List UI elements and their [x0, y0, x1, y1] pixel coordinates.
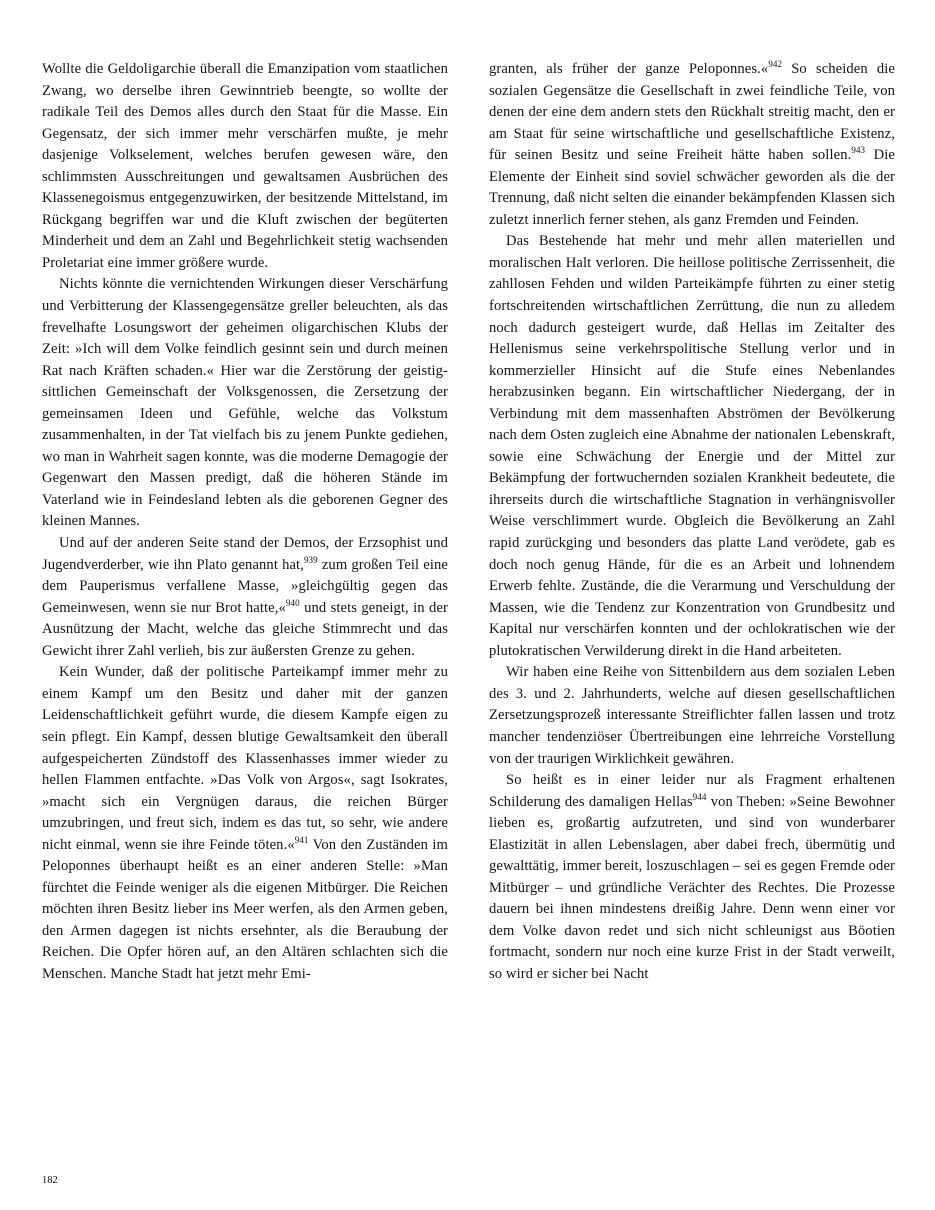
text-run: zum großen Teil eine dem Pauperismus verfallene Masse, »gleichgültig gegen das Gemeinwesen, wenn sie nur Brot hatte,«	[42, 556, 448, 616]
text-run: Von den Zuständen im Peloponnes überhaupt heißt es an einer anderen Stelle: »Man fürchtet die Feinde weniger als die eigenen Mitbürger. Die Reichen möchten ihren Besitz lieber ins Meer werfen, als den Armen geben, den Armen dagegen ist nichts ersehnter, als die Beraubung der Reichen. Die Opfer hören auf, an den Altären schlachten sich die Menschen. Manche Stadt hat jetzt mehr Emi-	[42, 836, 448, 982]
text-run: granten, als früher der ganze Peloponnes.«	[489, 61, 769, 77]
text-run: und stets geneigt, in der Ausnützung der Macht, welche das gleiche Stimmrecht und das Gewicht ihrer Zahl verlieh, bis zur äußersten Grenze zu gehen.	[42, 599, 448, 659]
footnote-ref: 942	[768, 59, 783, 70]
page-content	[42, 59, 895, 986]
footnote-ref: 943	[851, 145, 866, 156]
text-run: So heißt es in einer leider nur als Fragment erhaltenen Schilderung des damaligen Hellas	[489, 772, 895, 810]
text-run: Kein Wunder, daß der politische Parteikampf immer mehr zu einem Kampf um den Besitz und daher mit der ganzen Leidenschaftlichkeit geführt wurde, die diesem Kampfe eigen zu sein pflegt. Ein Kampf, dessen blutige Gewaltsamkeit den überall aufgespeicherten Zündstoff des Klassenhasses immer wieder zu hellen Flammen entfachte. »Das Volk von Argos«, sagt Isokrates, »macht sich ein Vergnügen daraus, die reichen Bürger umzubringen, und freut sich, indem es das tut, so sehr, wie andere nicht einmal, wenn sie ihre Feinde töten.«	[42, 664, 448, 853]
paragraph	[42, 59, 448, 274]
paragraph	[489, 770, 895, 985]
text-run: Und auf der anderen Seite stand der Demos, der Erzsophist und Jugendverderber, wie ihn Plato genannt hat,	[42, 535, 448, 573]
text-run: von Theben: »Seine Bewohner lieben es, großartig aufzutreten, und sind von wunderbarer Elastizität in allen Lebenslagen, aber dabei frech, übermütig und gewalttätig, immer bereit, loszuschlagen – sei es gegen Fremde oder Mitbürger – und gründliche Verächter des Rechtes. Die Prozesse dauern bei ihnen mindestens dreißig Jahre. Denn wenn einer vor dem Volke davon redet und sich nicht schleunigst aus Böotien fortmacht, sondern nur noch eine kurze Frist in der Stadt verweilt, so wird er sicher bei Nacht	[489, 793, 895, 982]
text-run: Das Bestehende hat mehr und mehr allen materiellen und moralischen Halt verloren. Die heillose politische Zerrissenheit, die zahllosen Fehden und wilden Parteikämpfe führten zu einer stetig fortschreitenden wirtschaftlichen Zerrüttung, die nun zu alledem noch dadurch gesteigert wurde, daß Hellas im Zeitalter des Hellenismus seine verkehrspolitische Stellung verlor und in kommerzieller Hinsicht auf die Stufe eines Nebenlandes herabzusinken begann. Ein wirtschaftlicher Niedergang, der in Verbindung mit dem massenhaften Abströmen der Bevölkerung nach dem Osten zugleich eine Abnahme der nationalen Lebenskraft, sowie eine Schwächung der Energie und der Mittel zur Bekämpfung der fortwuchernden sozialen Krankheit bedeutete, die ihrerseits durch die wirtschaftliche Stagnation in verhängnisvoller Weise verschlimmert wurde. Obgleich die Bevölkerung an Zahl rapid zurückging und besonders das platte Land verödete, gab es doch noch genug Hände, für die es an Arbeit und lohnendem Erwerb fehlte. Zustände, die die Verarmung und Verschuldung der Massen, wie die Tendenz zur Konzentration von Grundbesitz und Kapital nur verschärfen konnten und der ochlokratischen wie der plutokratischen Verwilderung direkt in die Hand arbeiteten.	[489, 233, 895, 659]
text-run: Wollte die Geldoligarchie überall die Emanzipation vom staatlichen Zwang, wo derselbe ihren Gewinntrieb beengte, so wollte der radikale Teil des Demos alles durch den Staat für die Masse. Ein Gegensatz, der sich immer mehr verschärfen mußte, je mehr dasjenige Volkselement, welches berufen gewesen wäre, den schlimmsten Ausschreitungen und gewaltsamen Ausbrüchen des Klassenegoismus entgegenzuwirken, der besitzende Mittelstand, im Rückgang begriffen war und die Kluft zwischen der begüterten Minderheit und dem an Zahl und Begehrlichkeit stetig wachsenden Proletariat eine immer größere wurde.	[42, 61, 448, 271]
paragraph	[42, 662, 448, 985]
paragraph	[42, 533, 448, 662]
paragraph	[42, 274, 448, 533]
text-run: Nichts könnte die vernichtenden Wirkungen dieser Verschärfung und Verbitterung der Klassengegensätze greller beleuchten, als das frevelhafte Losungswort der geheimen oligarchischen Klubs der Zeit: »Ich will dem Volke feindlich gesinnt sein und durch meinen Rat nach Kräften schaden.« Hier war die Zerstörung der geistig-sittlichen Gemeinschaft der Volksgenossen, die Zersetzung der gemeinsamen Ideen und Gefühle, welche das Volkstum zusammenhalten, in der Tat vielfach bis zu jenem Punkte gediehen, wo man in Wahrheit sagen konnte, was die moderne Demagogie der Gegenwart den Massen predigt, daß die höheren Stände im Vaterland wie in Feindesland lebten als die geborenen Gegner des kleinen Mannes.	[42, 276, 448, 530]
paragraph	[489, 231, 895, 662]
footnote-ref: 940	[285, 597, 300, 608]
footnote-ref: 941	[294, 834, 309, 845]
page-number: 182	[42, 1175, 58, 1186]
text-run: Wir haben eine Reihe von Sittenbildern aus dem sozialen Leben des 3. und 2. Jahrhunderts, welche auf diesen gesellschaftlichen Zersetzungsprozeß interessante Streiflichter fallen lassen und trotz mancher tendenziöser Übertreibungen eine lehrreiche Vorstellung von der traurigen Wirklichkeit gewähren.	[489, 664, 895, 767]
text-run: So scheiden die sozialen Gegensätze die Gesellschaft in zwei feindliche Teile, von denen der eine dem andern stets den Rückhalt streitig macht, den er am Staat für seine wirtschaftliche und gesellschaftliche Existenz, für seinen Besitz und seine Freiheit hätte haben sollen.	[489, 61, 895, 164]
text-column-left	[42, 59, 448, 986]
footnote-ref: 944	[692, 791, 707, 802]
text-column-right	[489, 59, 895, 986]
footnote-ref: 939	[303, 554, 318, 565]
paragraph	[489, 662, 895, 770]
paragraph	[489, 59, 895, 231]
text-run: Die Elemente der Einheit sind soviel schwächer geworden als die der Trennung, daß nicht selten die einander bekämpfenden Klassen sich zuletzt innerlich ferner stehen, als ganz Fremden und Feinden.	[489, 147, 895, 228]
